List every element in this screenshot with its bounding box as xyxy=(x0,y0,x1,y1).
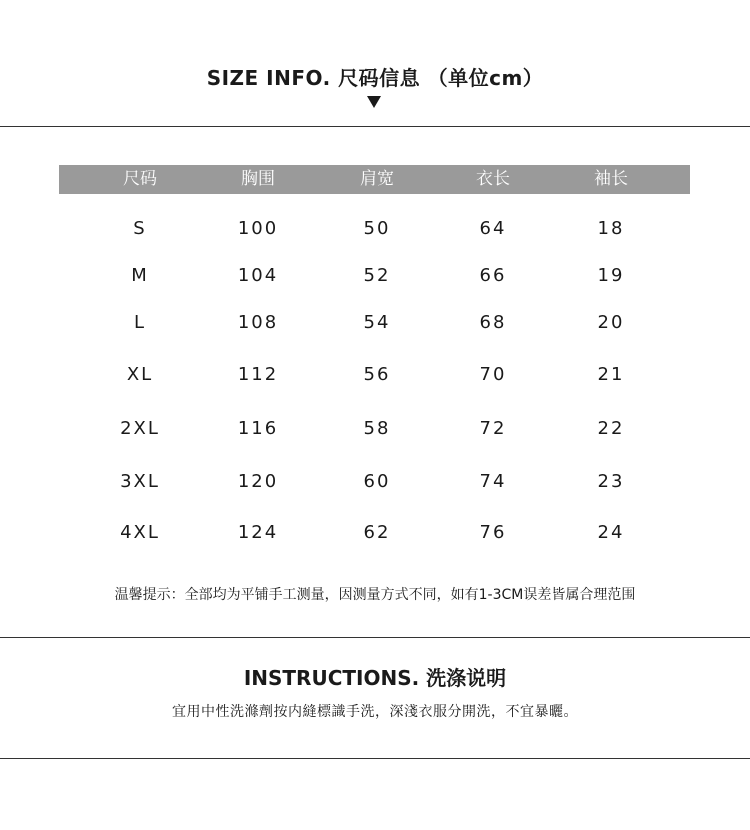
table-header-row xyxy=(59,165,690,194)
cell-sleeve: 18 xyxy=(597,218,625,239)
size-info-title: SIZE INFO. 尺码信息 （单位cm） xyxy=(206,66,544,90)
cell-size: S xyxy=(133,218,147,239)
cell-chest: 120 xyxy=(237,471,279,492)
header-size: 尺码 xyxy=(123,169,157,189)
cell-shoulder: 54 xyxy=(363,312,391,333)
divider xyxy=(0,758,750,759)
table-row xyxy=(59,261,690,291)
cell-shoulder: 58 xyxy=(363,418,391,439)
table-row xyxy=(59,308,690,338)
cell-sleeve: 22 xyxy=(597,418,625,439)
cell-sleeve: 23 xyxy=(597,471,625,492)
table-row xyxy=(59,467,690,497)
cell-shoulder: 50 xyxy=(363,218,391,239)
table-row xyxy=(59,214,690,244)
header-chest: 胸围 xyxy=(241,169,275,189)
cell-shoulder: 56 xyxy=(363,364,391,385)
down-arrow-icon xyxy=(367,96,381,108)
cell-sleeve: 19 xyxy=(597,265,625,286)
cell-chest: 100 xyxy=(237,218,279,239)
header-sleeve: 袖长 xyxy=(594,169,628,189)
table-row xyxy=(59,360,690,390)
cell-sleeve: 20 xyxy=(597,312,625,333)
cell-length: 66 xyxy=(479,265,507,286)
size-table xyxy=(59,165,690,543)
instructions-text: 宜用中性洗滌劑按内縫標識手洗，深淺衣服分開洗，不宜暴曬。 xyxy=(172,704,578,720)
cell-length: 74 xyxy=(479,471,507,492)
cell-shoulder: 62 xyxy=(363,522,391,543)
cell-shoulder: 52 xyxy=(363,265,391,286)
cell-length: 72 xyxy=(479,418,507,439)
divider xyxy=(0,637,750,638)
cell-shoulder: 60 xyxy=(363,471,391,492)
cell-size: 3XL xyxy=(120,471,160,492)
table-row xyxy=(59,414,690,444)
cell-chest: 112 xyxy=(237,364,279,385)
instructions-title: INSTRUCTIONS. 洗涤说明 xyxy=(243,666,507,690)
cell-length: 64 xyxy=(479,218,507,239)
table-row xyxy=(59,518,690,548)
cell-size: M xyxy=(131,265,149,286)
header-shoulder: 肩宽 xyxy=(360,169,394,189)
cell-length: 76 xyxy=(479,522,507,543)
cell-sleeve: 21 xyxy=(597,364,625,385)
cell-chest: 116 xyxy=(237,418,279,439)
cell-chest: 104 xyxy=(237,265,279,286)
cell-size: L xyxy=(133,312,147,333)
cell-size: XL xyxy=(126,364,154,385)
cell-size: 4XL xyxy=(120,522,160,543)
measurement-note: 温馨提示：全部均为平铺手工测量，因测量方式不同，如有1-3CM误差皆属合理范围 xyxy=(114,587,636,603)
cell-length: 68 xyxy=(479,312,507,333)
divider xyxy=(0,126,750,127)
cell-sleeve: 24 xyxy=(597,522,625,543)
cell-length: 70 xyxy=(479,364,507,385)
cell-size: 2XL xyxy=(120,418,160,439)
header-length: 衣长 xyxy=(476,169,510,189)
cell-chest: 124 xyxy=(237,522,279,543)
cell-chest: 108 xyxy=(237,312,279,333)
